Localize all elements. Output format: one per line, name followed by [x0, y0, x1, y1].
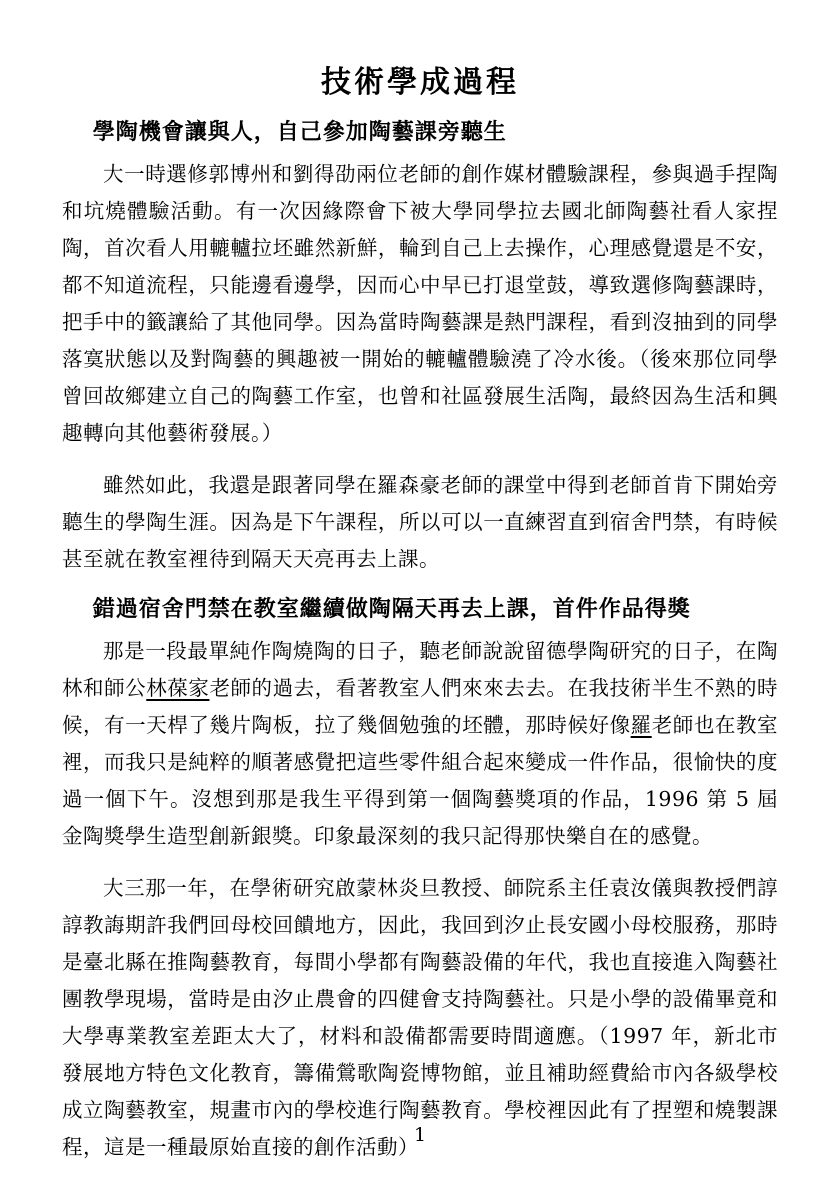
- page-number: 1: [413, 1124, 427, 1146]
- paragraph-3-text-a: 那是一段最單純作陶燒陶的日子，聽老師說說留德學陶研究的日子，在陶林和師公: [62, 639, 778, 700]
- document-title: 技術學成過程: [321, 65, 519, 100]
- paragraph-1: [62, 156, 778, 452]
- underlined-name-luo: 羅: [630, 713, 652, 737]
- paragraph-3: [62, 633, 778, 855]
- paragraph-4: [62, 870, 778, 1166]
- section-heading-1: 學陶機會讓與人，自己參加陶藝課旁聽生: [92, 119, 507, 145]
- paragraph-2: [62, 467, 778, 578]
- paragraph-2-text: 雖然如此，我還是跟著同學在羅森豪老師的課堂中得到老師首肯下開始旁聽生的學陶生涯。因為是下午課程，所以可以一直練習直到宿舍門禁，有時候甚至就在教室裡待到隔天天亮再去上課。: [62, 473, 778, 571]
- underlined-name-lin-bao-jia: 林葆家: [146, 676, 210, 700]
- paragraph-3-text-b: 老師的過去，看著教室人們來來去去。在我技術半生不熟的時候，有一天桿了幾片陶板，拉了幾個勉強的坯體，那時候好像: [62, 676, 779, 737]
- paragraph-1-text: 大一時選修郭博州和劉得劭兩位老師的創作媒材體驗課程，參與過手捏陶和坑燒體驗活動。有一次因緣際會下被大學同學拉去國北師陶藝社看人家捏陶，首次看人用轆轤拉坯雖然新鮮，輪到自己上去操作，心理感覺還是不安，都不知道流程，只能邊看邊學，因而心中早已打退堂鼓，導致選修陶藝課時，把手中的籤讓給了其他同學。因為當時陶藝課是熱門課程，看到沒抽到的同學落寞狀態以及對陶藝的興趣被一開始的轆轤體驗澆了冷水後。（後來那位同學曾回故鄉建立自己的陶藝工作室，也曾和社區發展生活陶，最終因為生活和興趣轉向其他藝術發展。）: [62, 162, 778, 445]
- paragraph-3-text-c: 老師也在教室裡，而我只是純粹的順著感覺把這些零件組合起來變成一件作品，很愉快的度過一個下午。沒想到那是我生平得到第一個陶藝獎項的作品，1996 第 5 屆金陶獎學生造型創新銀獎。印象最深刻的我只記得那快樂自在的感覺。: [62, 713, 779, 848]
- section-heading-2: 錯過宿舍門禁在教室繼續做陶隔天再去上課，首件作品得獎: [92, 596, 691, 622]
- paragraph-4-text: 大三那一年，在學術研究啟蒙林炎旦教授、師院系主任袁汝儀與教授們諄諄教誨期許我們回母校回饋地方，因此，我回到汐止長安國小母校服務，那時是臺北縣在推陶藝教育，每間小學都有陶藝設備的年代，我也直接進入陶藝社團教學現場，當時是由汐止農會的四健會支持陶藝社。只是小學的設備畢竟和大學專業教室差距太大了，材料和設備都需要時間適應。（1997 年，新北市發展地方特色文化教育，籌備鶯歌陶瓷博物館，並且補助經費給市內各級學校成立陶藝教室，規畫市內的學校進行陶藝教育。學校裡因此有了捏塑和燒製課程，這是一種最原始直接的創作活動）: [62, 876, 778, 1159]
